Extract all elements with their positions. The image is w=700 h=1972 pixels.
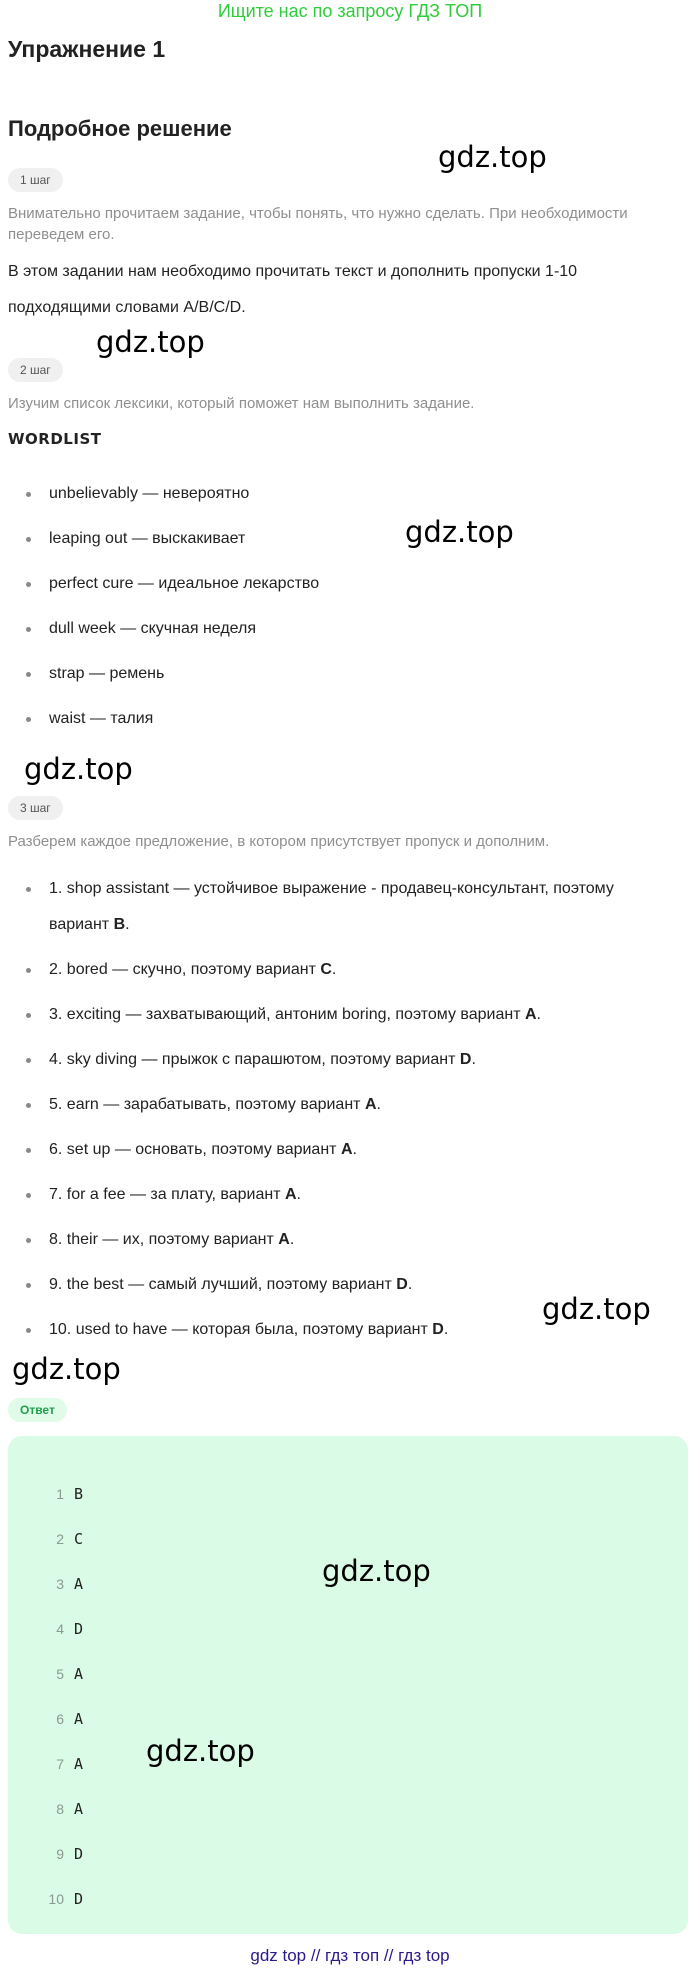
wordlist-entry: dull week — скучная неделя xyxy=(49,620,257,637)
item-end: . xyxy=(376,1096,381,1113)
answer-row xyxy=(38,1607,83,1652)
item-answer: A xyxy=(284,1186,297,1203)
item-answer: A xyxy=(278,1231,290,1248)
answer-value: A xyxy=(74,1800,84,1818)
item-text: 5. earn — зарабатывать, поэтому вариант xyxy=(49,1096,365,1113)
step-3-label: 3 шаг xyxy=(8,796,63,820)
step-2-instruction: Изучим список лексики, который поможет нам выполнить задание. xyxy=(8,395,475,412)
step-3-badge xyxy=(8,796,63,820)
footer-separator: // xyxy=(383,1946,394,1965)
footer-links xyxy=(0,1946,700,1966)
answer-number: 8 xyxy=(56,1801,64,1817)
answer-number: 1 xyxy=(56,1486,64,1502)
watermark: gdz.top xyxy=(96,325,205,359)
step-1-label: 1 шаг xyxy=(8,168,63,192)
step-1-text: В этом задании нам необходимо прочитать текст и дополнить пропуски 1-10 подходящими словами A/B/C/D. xyxy=(8,263,578,316)
list-item xyxy=(8,566,649,602)
step-1-instruction: Внимательно прочитаем задание, чтобы понять, что нужно сделать. При необходимости переведем его. xyxy=(8,205,628,243)
answer-row xyxy=(38,1742,83,1787)
answer-label: Ответ xyxy=(8,1398,67,1422)
list-item xyxy=(8,476,649,512)
watermark: gdz.top xyxy=(146,1734,255,1768)
wordlist-entry: waist — талия xyxy=(49,710,154,727)
item-answer: C xyxy=(320,961,332,978)
step-1-badge xyxy=(8,168,63,192)
answer-number: 9 xyxy=(56,1846,64,1862)
answer-number: 10 xyxy=(48,1891,64,1907)
list-item xyxy=(8,521,649,557)
answer-box xyxy=(8,1436,688,1934)
bullet-icon xyxy=(26,1283,31,1288)
item-text: 3. exciting — захватывающий, антоним boring, поэтому вариант xyxy=(49,1006,525,1023)
item-end: . xyxy=(471,1051,476,1068)
item-end: . xyxy=(296,1186,301,1203)
item-text: 9. the best — самый лучший, поэтому вариант xyxy=(49,1276,397,1293)
wordlist xyxy=(8,476,649,746)
bullet-icon xyxy=(26,1013,31,1018)
answer-number: 5 xyxy=(56,1666,64,1682)
item-text: 4. sky diving — прыжок с парашютом, поэтому вариант xyxy=(49,1051,460,1068)
answer-value: A xyxy=(74,1755,84,1773)
footer-link[interactable]: гдз top xyxy=(398,1946,450,1965)
bullet-icon xyxy=(26,672,31,677)
item-text: 2. bored — скучно, поэтому вариант xyxy=(49,961,321,978)
bullet-icon xyxy=(26,492,31,497)
bullet-icon xyxy=(26,1238,31,1243)
item-end: . xyxy=(289,1231,295,1248)
item-answer: B xyxy=(113,916,126,933)
watermark: gdz.top xyxy=(542,1292,651,1326)
item-text: 10. used to have — которая была, поэтому вариант xyxy=(49,1321,433,1338)
answer-value: A xyxy=(74,1710,84,1728)
answer-value: D xyxy=(74,1890,84,1908)
answer-number: 7 xyxy=(56,1756,64,1772)
item-answer: D xyxy=(459,1051,472,1068)
section-title: Подробное решение xyxy=(8,116,232,141)
answer-value: D xyxy=(74,1845,84,1863)
item-answer: A xyxy=(340,1141,353,1158)
wordlist-entry: strap — ремень xyxy=(49,665,165,682)
wordlist-entry: perfect cure — идеальное лекарство xyxy=(49,575,320,592)
list-item xyxy=(8,1042,649,1078)
footer-separator: // xyxy=(310,1946,321,1965)
answer-badge xyxy=(8,1398,67,1422)
answer-number: 6 xyxy=(56,1711,64,1727)
answer-number: 4 xyxy=(56,1621,64,1637)
watermark: gdz.top xyxy=(322,1554,431,1588)
list-item xyxy=(8,1177,649,1213)
answer-row xyxy=(38,1517,83,1562)
answer-number: 3 xyxy=(56,1576,64,1592)
wordlist-entry: leaping out — выскакивает xyxy=(49,530,246,547)
bullet-icon xyxy=(26,887,31,892)
item-end: . xyxy=(407,1276,413,1293)
answer-value: D xyxy=(74,1620,84,1638)
step-2-label: 2 шаг xyxy=(8,358,63,382)
item-end: . xyxy=(443,1321,449,1338)
page-title: Упражнение 1 xyxy=(8,36,166,62)
item-answer: A xyxy=(364,1096,377,1113)
answer-value: A xyxy=(74,1575,84,1593)
item-text: 6. set up — основать, поэтому вариант xyxy=(49,1141,341,1158)
solution-list xyxy=(8,871,649,1357)
bullet-icon xyxy=(26,582,31,587)
answer-row xyxy=(38,1697,83,1742)
list-item xyxy=(8,701,649,737)
answer-value: C xyxy=(74,1530,84,1548)
list-item xyxy=(8,952,649,988)
item-text: 8. their — их, поэтому вариант xyxy=(49,1231,279,1248)
watermark: gdz.top xyxy=(438,140,547,174)
list-item xyxy=(8,997,649,1033)
list-item xyxy=(8,1132,649,1168)
list-item xyxy=(8,656,649,692)
bullet-icon xyxy=(26,1328,31,1333)
list-item xyxy=(8,1222,649,1258)
item-end: . xyxy=(125,916,130,933)
watermark: gdz.top xyxy=(24,752,133,786)
list-item xyxy=(8,1087,649,1123)
item-answer: D xyxy=(432,1321,444,1338)
footer-link[interactable]: гдз топ xyxy=(325,1946,380,1965)
wordlist-entry: unbelievably — невероятно xyxy=(49,485,250,502)
answer-row xyxy=(38,1562,83,1607)
item-end: . xyxy=(331,961,337,978)
list-item xyxy=(8,871,649,943)
answer-number: 2 xyxy=(56,1531,64,1547)
watermark: gdz.top xyxy=(12,1352,121,1386)
item-end: . xyxy=(536,1006,541,1023)
item-answer: A xyxy=(524,1006,537,1023)
bullet-icon xyxy=(26,968,31,973)
answer-value: B xyxy=(74,1485,84,1503)
answer-row xyxy=(38,1877,83,1922)
step-3-instruction: Разберем каждое предложение, в котором присутствует пропуск и дополним. xyxy=(8,833,550,850)
item-text: 1. shop assistant — устойчивое выражение - продавец-консультант, поэтому вариант xyxy=(49,880,614,933)
bullet-icon xyxy=(26,1148,31,1153)
bullet-icon xyxy=(26,1103,31,1108)
bullet-icon xyxy=(26,717,31,722)
step-2-badge xyxy=(8,358,63,382)
item-text: 7. for a fee — за плату, вариант xyxy=(49,1186,285,1203)
top-banner[interactable]: Ищите нас по запросу ГДЗ ТОП xyxy=(217,1,483,21)
answer-row xyxy=(38,1832,83,1877)
item-end: . xyxy=(352,1141,357,1158)
answer-value: A xyxy=(74,1665,84,1683)
item-answer: D xyxy=(396,1276,408,1293)
bullet-icon xyxy=(26,1193,31,1198)
answer-row xyxy=(38,1652,83,1697)
bullet-icon xyxy=(26,1058,31,1063)
bullet-icon xyxy=(26,627,31,632)
watermark: gdz.top xyxy=(405,515,514,549)
list-item xyxy=(8,611,649,647)
answer-row xyxy=(38,1787,83,1832)
answer-row xyxy=(38,1472,83,1517)
bullet-icon xyxy=(26,537,31,542)
footer-link[interactable]: gdz top xyxy=(250,1946,307,1965)
wordlist-title: WORDLIST xyxy=(8,430,102,448)
